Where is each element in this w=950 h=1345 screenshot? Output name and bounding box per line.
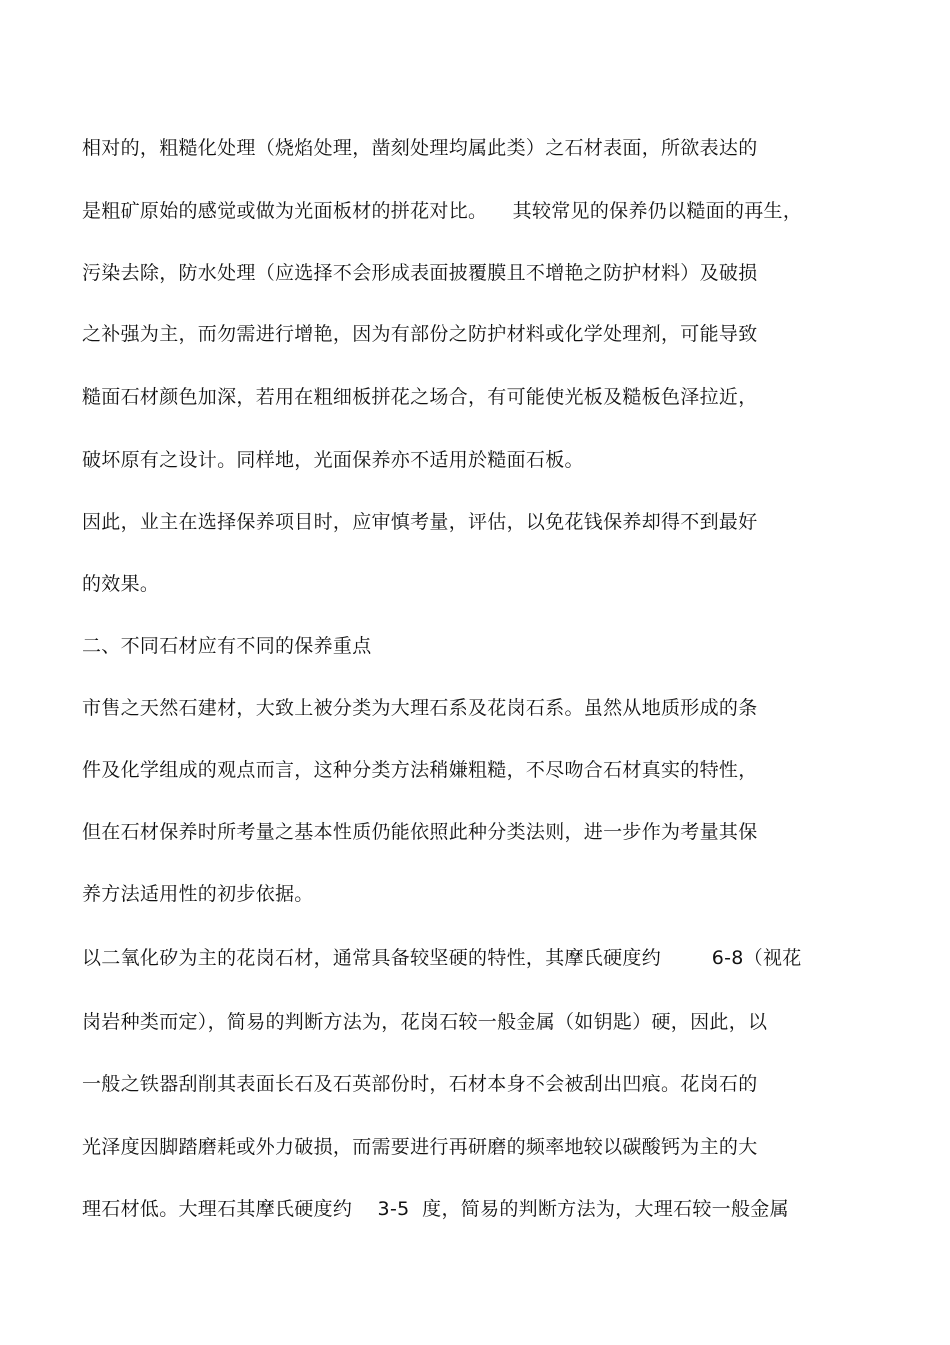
text-line: 以二氧化矽为主的花岗石材，通常具备较坚硬的特性，其摩氏硬度约 6-8（视花 (82, 947, 802, 969)
text-line: 的效果。 (82, 573, 160, 595)
text-line: 因此，业主在选择保养项目时，应审慎考量，评估，以免花钱保养却得不到最好 (82, 511, 758, 533)
text-line: 之补强为主，而勿需进行增艳，因为有部份之防护材料或化学处理剂，可能导致 (82, 323, 758, 345)
text-line: 光泽度因脚踏磨耗或外力破损，而需要进行再研磨的频率地较以碳酸钙为主的大 (82, 1136, 758, 1158)
text-line: 养方法适用性的初步依据。 (82, 883, 314, 905)
text-line: 是粗矿原始的感觉或做为光面板材的拼花对比。 其较常见的保养仍以糙面的再生， (82, 200, 803, 222)
text-line: 污染去除，防水处理（应选择不会形成表面披覆膜且不增艳之防护材料）及破损 (82, 262, 758, 284)
text-line: 糙面石材颜色加深，若用在粗细板拼花之场合，有可能使光板及糙板色泽拉近， (82, 386, 758, 408)
text-line: 市售之天然石建材，大致上被分类为大理石系及花岗石系。虽然从地质形成的条 (82, 697, 758, 719)
text-line: 岗岩种类而定），简易的判断方法为，花岗石较一般金属（如钥匙）硬，因此，以 (82, 1011, 768, 1033)
text-line: 但在石材保养时所考量之基本性质仍能依照此种分类法则，进一步作为考量其保 (82, 821, 758, 843)
text-line: 相对的，粗糙化处理（烧焰处理，凿刻处理均属此类）之石材表面，所欲表达的 (82, 137, 758, 159)
text-line: 破坏原有之设计。同样地，光面保养亦不适用於糙面石板。 (82, 449, 584, 471)
section-heading: 二、不同石材应有不同的保养重点 (82, 635, 372, 657)
text-line: 理石材低。大理石其摩氏硬度约 3-5 度，简易的判断方法为，大理石较一般金属 (82, 1198, 789, 1220)
text-line: 件及化学组成的观点而言，这种分类方法稍嫌粗糙，不尽吻合石材真实的特性， (82, 759, 758, 781)
text-line: 一般之铁器刮削其表面长石及石英部份时，石材本身不会被刮出凹痕。花岗石的 (82, 1073, 758, 1095)
